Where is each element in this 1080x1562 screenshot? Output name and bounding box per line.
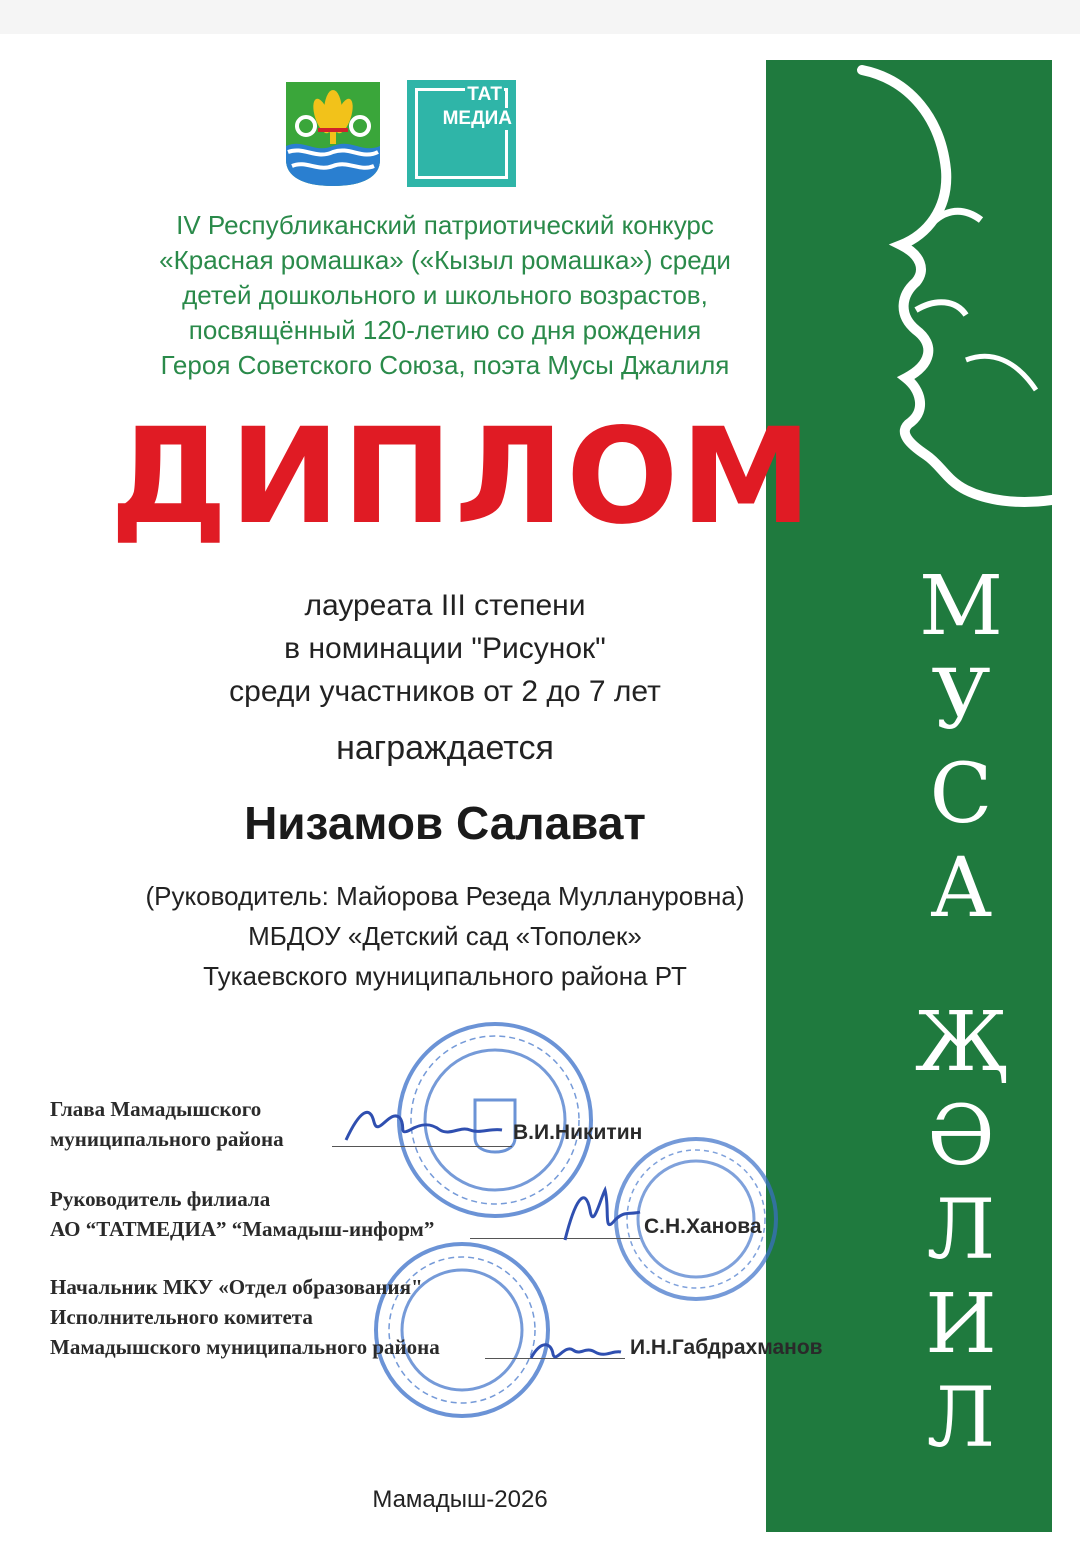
place-and-year: Мамадыш-2026: [372, 1486, 548, 1513]
signatory-title-line: Мамадышского муниципального района: [50, 1335, 440, 1359]
signatory-title-line: Глава Мамадышского: [50, 1097, 262, 1121]
mentor-line: (Руководитель: Майорова Резеда Муллануровна): [145, 881, 745, 911]
side-letter: И: [925, 1277, 997, 1372]
signatory-title-tatmedia: [50, 1184, 434, 1244]
side-title-vertical: [906, 560, 1016, 1466]
signatory-title-head: [50, 1094, 284, 1154]
degree-line: лауреата III степени: [304, 589, 586, 622]
degree-line: в номинации "Рисунок": [284, 632, 606, 665]
signatory-title-line: Начальник МКУ «Отдел образования": [50, 1275, 423, 1299]
handwritten-signature-icon: [340, 1100, 510, 1150]
intro-line: Героя Советского Союза, поэта Мусы Джалиля: [160, 350, 730, 380]
handwritten-signature-icon: [555, 1180, 645, 1250]
signatory-name: С.Н.Ханова: [644, 1215, 762, 1238]
laureate-degree: [110, 584, 780, 713]
mamadysh-coat-of-arms-icon: [284, 80, 382, 188]
tatmedia-logo-text: ТАТ: [467, 84, 502, 105]
mentor-line: Тукаевского муниципального района РТ: [203, 961, 687, 991]
mentor-line: МБДОУ «Детский сад «Тополек»: [248, 921, 642, 951]
degree-line: среди участников от 2 до 7 лет: [229, 675, 661, 708]
tatmedia-logo: [407, 80, 516, 187]
side-letter: Л: [926, 1183, 996, 1278]
intro-line: детей дошкольного и школьного возрастов,: [182, 280, 708, 310]
signatory-title-line: Руководитель филиала: [50, 1187, 271, 1211]
intro-line: «Красная ромашка» («Кызыл ромашка») среди: [159, 245, 731, 275]
signatory-title-line: АО “ТАТМЕДИА” “Мамадыш-информ”: [50, 1217, 435, 1241]
awarded-label: награждается: [336, 729, 554, 767]
signatory-name: И.Н.Габдрахманов: [630, 1336, 823, 1359]
intro-line: посвящённый 120-летию со дня рождения: [188, 315, 702, 345]
side-letter: С: [929, 747, 993, 842]
intro-line: IV Республиканский патриотический конкурс: [176, 210, 714, 240]
side-letter: Л: [926, 1371, 996, 1466]
contest-description: [110, 208, 780, 383]
mentor-info: [110, 876, 780, 996]
side-letter: У: [931, 653, 991, 748]
tatmedia-logo-text: МЕДИА: [442, 108, 512, 129]
side-letter: М: [919, 559, 1003, 654]
recipient-name: Низамов Салават: [244, 797, 646, 849]
signatory-name: В.И.Никитин: [513, 1121, 643, 1144]
signatory-title-line: муниципального района: [50, 1127, 284, 1151]
signatory-title-line: Исполнительного комитета: [50, 1305, 313, 1329]
signatory-title-education: [50, 1272, 440, 1362]
handwritten-signature-icon: [525, 1330, 625, 1370]
side-letter: Җ: [914, 995, 1008, 1090]
side-letter: А: [929, 841, 993, 936]
side-letter: Ә: [927, 1089, 995, 1184]
diploma-title: ДИПЛОМ: [110, 400, 814, 554]
